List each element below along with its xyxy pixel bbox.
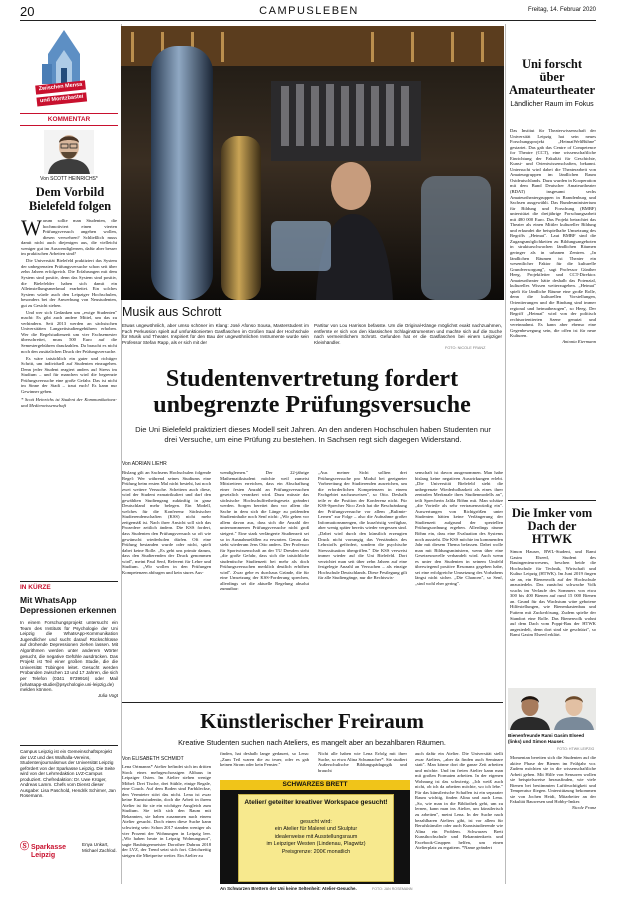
frei-col-2: finden, hat deshalb lange gedauert, so Lena: „Zum Teil waren die zu teuer, oder es gab keinen Strom oder kein Fenster." xyxy=(220,751,309,768)
lead-deck: Die Uni Bielefeld praktiziert dieses Modell seit Jahren. An den anderen Hochschulen haben Studenten nur drei Versuche, um eine Prüfung zu bestehen. In Sachsen regt sich dagegen Widerstand. xyxy=(135,425,491,444)
frei-col-1: Lena Ortmanns* Atelier befindet sich im dritten Stock eines mehrgeschossigen Altbaus in Leipziger Osten. Im Atelier stehen wenige Möbel: Drei Tische, drei Stühle, einige Regale, eine Couch. Auf dem Boden sind Farbkleckse, den Vermieter stört das nicht. Lena ist zwar keine Kunststudentin, doch die Arbeit in ihrem Atelier ist für sie ein wichtiger Ausgleich zum Studium. Sie teilt sich den Raum mit Bekannten, sie haben zusammen nach einem Atelier gesucht. Doch einen diese Suche kann schwierig sein: Schon 2017 standen weniger als vier Prozent der Wohnungen in Leipzig leer. „Wir haben heute in Leipzig Wohnungsnot", sagte Baubürgermeister Dorothee Dubrau 2018 der LVZ, der Trend setzt sich fort. Gleichzeitig steigen die Mietpreise weiter. Ein Atelier zu xyxy=(122,764,211,858)
board-note xyxy=(238,794,394,882)
lead-col-4: senschaft ist davon ausgenommen. Man habe bislang keine negativen Auswirkungen erlebt. „Die Universität Bielefeld sieht die unbegrenzte Wiederholbarkeit als eines ihrer zentralen Merkmale ihres Studienmodells an", teilt Sprecherin Jalila Böhm mit. Man schätze „die Vorteile als sehr vertrauenswürdig ein". Auswertungen von Richtgrößen unter Studenten hätten keine Verlängerung der Studienzeit aufgrund der speziellen Prüfungsordnung ergeben. Allerdings räume Böhm ein, dass eine Evaluation des Systems noch aussteht. Die KSS möchte im kommenden Jahr mit diesem Thema befassen. Dabei wolle man mit Bildungsministern, wenn über eine Gesetzesnovelle verhandelt wird. Auch wenn es unter den Studenten in seinem Umfeld überwiegend positive Resonanz gegeben habe, sei eine erfolgreiche Umsetzung des Vorhabens längst nicht sicher. „Die Chancen", so Senf, „sind wohl eher gering". xyxy=(415,470,503,586)
author-photo-icon xyxy=(44,130,94,174)
kommentar-paragraph-1: arum sollte man Studenten, die hochmotiviert einen vierten Prüfungsversuch angehen wollen, diesen verwehren? Schließlich muss damit nicht auch diejenigen aus, die vielleicht weniger gut im Auswendiglernen, dafür aber besser im praktischen Arbeiten sind? xyxy=(21,218,117,257)
kommentar-body xyxy=(21,218,117,576)
frei-byline: Von ELISABETH SCHMIDT xyxy=(122,756,184,762)
sponsor-rule xyxy=(20,745,118,746)
kommentar-headline: Dem Vorbild Bielefeld folgen xyxy=(28,185,112,213)
right-headline: Uni forscht über Amateurtheater xyxy=(508,57,596,97)
note-line-2: ein Atelier für Malerei und Skulptur xyxy=(274,826,358,833)
right-divider xyxy=(505,24,506,884)
lead-col-3: „Aus meiner Sicht sollten drei Prüfungsversuche pro Modul bei geeigneter Vorbereitung der Studierenden ausreichen, um die erforderlichen Kompetenzen in einem Fachgebiet nachzuweisen", so Otto. Deshalb teile er die Position der Konferenz nicht. Für KSS-Sprecher Nico Zech hat die Beschränkung der Prüfungsversuche vor allem „Bulimie-Lernen" zur Folge – also die Aufnahme großer Informationsmengen, die kurzfristig verfügbar, aber wenig später bereits wieder vergessen sind. „Dabei wird durch den künstlich erzeugten Druck nicht vorrangig das Verständnis des Lehrstoffs gefördert, sondern die psychische Stresssituation übergriffen." Die KSS verweist immer wieder auf die Uni Bielefeld. Dort verzichtet man seit über zehn Jahren auf eine festgelegte Anzahl an Versuchen – als einzige Hochschule Deutschlands. Diese Festlegung gilt für alle Studiengänge, nur die Rechtswis- xyxy=(318,470,407,581)
kurz-rule xyxy=(20,581,118,582)
kurz-body xyxy=(20,620,118,730)
photo-caption-left: Etwas ungewöhnlich, aber umso schöner im Klang: José Afonso Sousa, Masterstudent im Fach Perkussion spielt auf umfunktionierten Gasflaschen im Großen Saal der Hochschule für Musik und Theater. Inspiriert für den Bau der ungewöhnlichen Instrumente wurde sein Professor Stefan Rapp, als er sich mit der xyxy=(122,323,309,345)
imker-photo-caption: Bienenfreunde Rami Gasim Elseed (links) und Simon Hauser. xyxy=(508,733,585,744)
imker-signature: Nicole Franz xyxy=(571,804,596,810)
note-lines xyxy=(243,819,389,856)
lead-headline-line-2: unbegrenzte Prüfungsversuche xyxy=(153,392,471,418)
kurz-headline: Mit WhatsApp Depressionen erkennen xyxy=(20,595,117,615)
page-number: 20 xyxy=(20,4,35,19)
lead-col-2: wendiglernen." Der 22-jährige Mathematikstudent möchte weil zumeist Mitstreitern erreichen, dass ein Abschaffung einer festen Anzahl an Prüfungsversuchen gesetzlich verankert wird. Dazu müsste das sächsische Hochschulfreiheitsgesetz geändert werden. Sorgen bereitet ihm vor allem die Sache in dem sich die Länge zu prüfenden Studieninhalte noch Senf nicht: „Wir gehen vor allem davon aus, dass sich die Anzahl der unternommenen Prüfungsversuche nicht groß steigert." Eine stark verlängerte Studienzeit sei so in Ausnahmefällen zu erwarten. Genau das sieht wiederum Jens Otto anders. Der Professor für Sportwissenschaft an der TU Dresden sieht „die große Gefahr, dass sich die tatsächliche studentische Studienzeit bei mehr als doch Prüfungsversuchen merklich deutlich erhöhen wird". Zwar gebe es durchaus Gründe, die für eine Umsetzung der KSS-Forderung sprechen, allerdings sei die aktuelle Regelung absolut zumutbar: xyxy=(220,470,309,592)
kurz-signature: Julia Vogt xyxy=(97,692,118,698)
kurz-label: IN KÜRZE xyxy=(20,584,51,591)
music-photo xyxy=(121,26,504,300)
sponsor-box xyxy=(20,749,118,839)
author-avatar xyxy=(44,130,94,174)
kommentar-paragraph-2: Die Universität Bielefeld praktiziert das System der unbegrenzten Prüfungsversuche schon seit über zehn Jahren erfolgreich. Die Erfahrungen mit dem System sind positiv, denn das System sind positiv, die Bielefelder haben sich damit ein Alleinstellungsmerkmal erarbeitet. Ein solches System würde auch den Leipziger Hochschulen, besonders bei der Anwerbung von Neustudenten, gut zu Gesicht stehen. xyxy=(21,258,117,308)
right-signature: Antonia Eiermann xyxy=(562,338,596,344)
note-line-1: gesucht wird: xyxy=(300,819,332,825)
right-body xyxy=(510,128,596,494)
sparkasse-logo xyxy=(20,842,66,860)
frei-deck: Kreative Studenten suchen nach Ateliers, es mangelt aber an bezahlbaren Räumen. xyxy=(178,738,446,747)
note-line-4: im Leipziger Westen (Lindenau, Plagwitz) xyxy=(266,841,366,848)
masthead-rule xyxy=(20,20,596,21)
board-graphic xyxy=(220,780,410,884)
section-title: CAMPUSLEBEN xyxy=(259,5,359,17)
sparkasse-s-icon: Ⓢ xyxy=(20,841,30,851)
imker-body-2-text: Momentan bereiten sich die Studenten auf die aktive Phase der Bienen im Frühjahr vor. Zudem möchten sie in die wissenschaftliche Arbeit gehen. Mit Hilfe von Sensoren wollen sie beispielsweise herausfinden, wie viele Bienen bei bestimmten Luftfeuchtigkeit und Temperatur fliegen. Unterstützung bekommen sie von Jochen Heidt, Mitarbeiter an der Fakultät Bauwesen und Hobby-Imker. xyxy=(510,755,596,805)
sponsor-text: Campus Leipzig ist ein Gemeinschaftsprojekt der LVZ und des Walhalla-Vereins, Studentenjournalismus der Universität Leipzig gefördert von der Sparkasse Leipzig. Die Seite wird von der Lehrredaktion LVZ-Campus produziert. Chefredaktion: Dr. Uwe Krüger, Andreas Lamm. Chefs vom Dienst dieser Ausgabe: Lisa Paschold, Hendrik Schirner, Jan Rosemann. xyxy=(20,749,116,799)
frei-headline: Künstlerischer Freiraum xyxy=(200,709,424,733)
lead-headline-line-1: Studentenvertretung fordert xyxy=(165,366,459,392)
note-title: Atelier/ geteilter kreativer Workspace gesucht! xyxy=(244,799,388,806)
two-students-photo xyxy=(508,688,596,730)
lead-headline xyxy=(122,366,502,418)
sparkasse-city: Leipzig xyxy=(31,852,56,859)
imker-body-2 xyxy=(510,755,596,895)
logo-line-2: und Moritzbastei xyxy=(37,92,87,106)
kommentar-paragraph-4: Es wäre tatsächlich ein guter und richtiger Schritt, um individuell auf Studenten einzugehen. Denn jeder Student reagiert anders auf Stress im Studium – und für manchen wird die begrenzte Prüfungsversuche eine große Gefahr. Das ist nicht im Sinne der Stadt – traut euch! Es kann nur Gewinner geben. xyxy=(21,355,117,394)
kurz-text: In einem Forschungsprojekt untersucht ein Team des Instituts für Psychologie der Uni Leipzig die WhatsApp-Kommunikation Jugendlicher und sucht darauf Rückschlüsse auf drohende Depressionen ziehen lassen. Mit Algorithmen werden unter anderem Wörter gesucht, die negative Gefühle ausdrücken. Das Projekt ist Teil einer großen Studie, die die Universität Tübingen leitet. Gesucht werden Probanden zwischen 13 und 17 Jahren, die sich per Telefon (0341 9739916) oder Mail (whatsapp-studie@psychologie.uni-leipzig.de) melden können. xyxy=(20,620,118,693)
imker-body: Simon Hauser, BWL-Student, und Rami Gasim Elseed, Student des Bauingenieurwesens, beschen beide die Hochschule für Technik, Wirtschaft und Kultur Leipzig (HTWK). Im Juni 2019 fingen sie an, ein Bienenvolk auf der Hochschule anzusiedeln. Das zunächst schwache Volk wuchs im Verlaufe des Sommers von etwa 300 bis 400 Bienen auf rund 15 000 Bienen an. Grund für das Wachstum wäre gebotene Hilfestellungen, wie Bienenkastenbau und Futtern mit Zuckerlösung. Zudem spielte der Standort eine Rolle. Das Bienenvolk wohnt auf dem Dach vom Poppi-Bau der HTWK angesiedelt, denn dort sind sie geschützt", so Rami Gasim Elseed erklärt. xyxy=(510,549,596,638)
note-line-5: Preisgrenze: 200€ monatlich xyxy=(281,848,351,855)
gas-cylinder-performance-photo xyxy=(121,26,504,300)
section-rule xyxy=(122,702,503,703)
sponsor-names: Enya Unkart, Michael Zachlod. xyxy=(82,842,117,853)
imker-photo-credit: FOTO: HTWK LEIPZIG xyxy=(557,747,595,751)
right-body-text: Das Institut für Theaterwissenschaft der Universität Leipzig hat sein neues Forschungsprojekt „HeimatWeltBühne" gestartet. Das gab das Centre of Competence for Theatre (CCT), eine wissenschaftliche Einrichtung der Fakultät für Geschichte, Kunst- und Orientwissenschaften, bekannt. Untersucht wird dabei die Theaterarbeit von Amateurgruppen im ländlichen Raum Ostdeutschlands. Dazu wurden in Kooperation mit dem Bund Deutscher Amateurtheater (BDAT) insgesamt sechs Amateurtheatergruppen in Brandenburg und Sachsen ausgewählt. Das Bundesministerium für Bildung und Forschung (BMBF) unterstützt die dreijährige Forschungsarbeit mit 480 000 Euro. Das Projekt betrachtet das Theater als einen Mittler kultureller Bildung und erkundet die beispielhafte Umsetzung des Begriffs „Heimat". Laut BMBF sind die Zugangsmöglichkeiten zu Bildungsangeboten in strukturschwachen ländlichen Räumen geringer als in urbanen Zentren. „In ländlichen Räumen ist Theater ein wesentlicher Faktor für die kulturelle Grundversorgung", sagt Professor Günther Heeg, Projektleiter und CCT-Direktor. Amateurtheater hätte deshalb das Potenzial, kulturelles Wissen weiterzugeben. „Heimat" spielt für ländliche Räume eine große Rolle, denn die kulturellen Vorstellungen, Orientierungen und die Bindung sind immer regional und heimatbezogen", so Heeg. Der Begriff „Heimat" wird von der politisch rechtsorientierten Szene genutzt und vereinnahmt. Es kann aber ebenso eine Gegenbewegung sein, die offen ist für neue Kulturen. xyxy=(510,128,596,339)
frei-col-4: auch dafür ein Atelier. Die Universität stellt zwar Ateliers, „aber da finden auch Seminare statt". Man könne dort die ganze Zeit arbeiten und möchte. Und im freien Atelier kann man mit großen Formaten arbeiten. In der eigenen Wohnung ist das schwierig. „Ich weiß auch nicht, ob ich da arbeiten möchte, wo ich lebe." Für das künstlerische Schaffen ist ein separater Raum wichtig, finden Alina und auch Lena. „So, wie man in die Bibliothek geht, um zu lernen, kann man ins Atelier, um künstlerisch zu arbeiten", meint Lena. In der Suche nach bezahlbaren Ateliers gibt, ist vor allem für Berufskünstler oder auch Kunststudierende wie Alina ein Problem. Schwarzes Brett Kunsthochschule und Bekanntenkreis und Facebook-Gruppen helfen, um einen Atelierplatz zu ergattern. *Name geändert xyxy=(415,751,503,851)
lead-byline: Von ADRIAN LIEHR xyxy=(122,461,167,467)
frei-col-3: Nicht alle haben wie Lena Erfolg mit ihrer Suche, so etwa Alina Schumacher*. Sie studiert Außerschulische Bildungspädagogik und braucht xyxy=(318,751,407,773)
right-deck: Ländlicher Raum im Fokus xyxy=(510,101,594,108)
kommentar-author: Von SCOTT HEINRICHS* xyxy=(40,176,98,182)
kommentar-paragraph-3: Und wer sich Gedanken um „ewige Studenten" macht: Es gibt auch andere Mittel, um das zu verhindern. Seit 2013 werden an sächsischen Universitäten Langzeitstudiengebühren erhoben. Wer die Regelstudienzeit um vier Fachsemester überschreitet, muss 500 Euro auf die Semestergebühren draufzahlen. Da braucht es nicht noch den zusätzlichen Druck der Prüfungsversuche. xyxy=(21,309,117,354)
lead-col-1: Bislang gilt an Sachsens Hochschulen folgende Regel: Wer während seines Studiums eine Prüfung beim ersten Mal nicht besteht, hat noch zwei weitere Versuche. Scheitern auch diese, wird der Student exmatrikuliert und darf den gewählten Studiengang zukünftig in ganz Deutschland mehr belegen. Ein Modell, welches für die Konferenz Sächsischer Studierendenschaften (KSS) nicht mehr zeitgemäß ist. Nach ihrer Ansicht soll sich das Prozedere zeitlich ändern. Die KSS fordert, dass Studenten den Prüfungsversuch so oft wie gewünscht wiederholen dürfen. Oft eine Prüfung bestanden wurde oder nicht, spielt dabei keine Rolle. „Es geht uns primär darum, dass den Studierenden der Druck genommen wird", meint Paul Senf, Referent für Lehre und Studium. „Wir wollen in den Prüfungen Kompetenzen abfragen und kein stures Aus- xyxy=(122,470,211,575)
issue-date: Freitag, 14. Februar 2020 xyxy=(527,7,596,13)
logo-line-1: Zwischen Mensa xyxy=(35,80,85,94)
imker-rule xyxy=(508,500,596,501)
sparkasse-brand: Sparkasse xyxy=(30,844,66,851)
board-caption: An Schwarzen Brettern der Uni keine Seltenheit: Atelier-Gesuche. xyxy=(220,886,357,891)
board-title: SCHWARZES BRETT xyxy=(220,780,410,790)
campus-logo xyxy=(26,26,96,104)
imker-photo xyxy=(508,688,596,730)
note-line-3: idealerweise mit Ausstellungsraum xyxy=(274,833,358,840)
photo-caption-right: Partitur von Lou Harrison befasste. Um die Original-Klänge möglichst exakt nachzuahmen, entfernte er sich von den klassischen Schlaginstrumenten und machte sich auf die Suche nach vermeintlichem Schrott. Gefunden hat er die Gasflaschen bei einem Leipziger Kleinhändler. xyxy=(314,323,502,345)
imker-headline: Die Imker vom Dach der HTWK xyxy=(511,506,593,546)
kommentar-label: KOMMENTAR xyxy=(20,113,118,126)
photo-credit: FOTO: NICOLE FRANZ xyxy=(445,346,486,350)
photo-headline: Musik aus Schrott xyxy=(122,305,222,319)
board-credit: FOTO: JAN ROSEMANN xyxy=(372,887,413,891)
drop-cap: W xyxy=(21,218,42,240)
kommentar-footnote: * Scott Heinrichs ist Student der Kommunikations- und Medienwissenschaft xyxy=(21,397,117,408)
